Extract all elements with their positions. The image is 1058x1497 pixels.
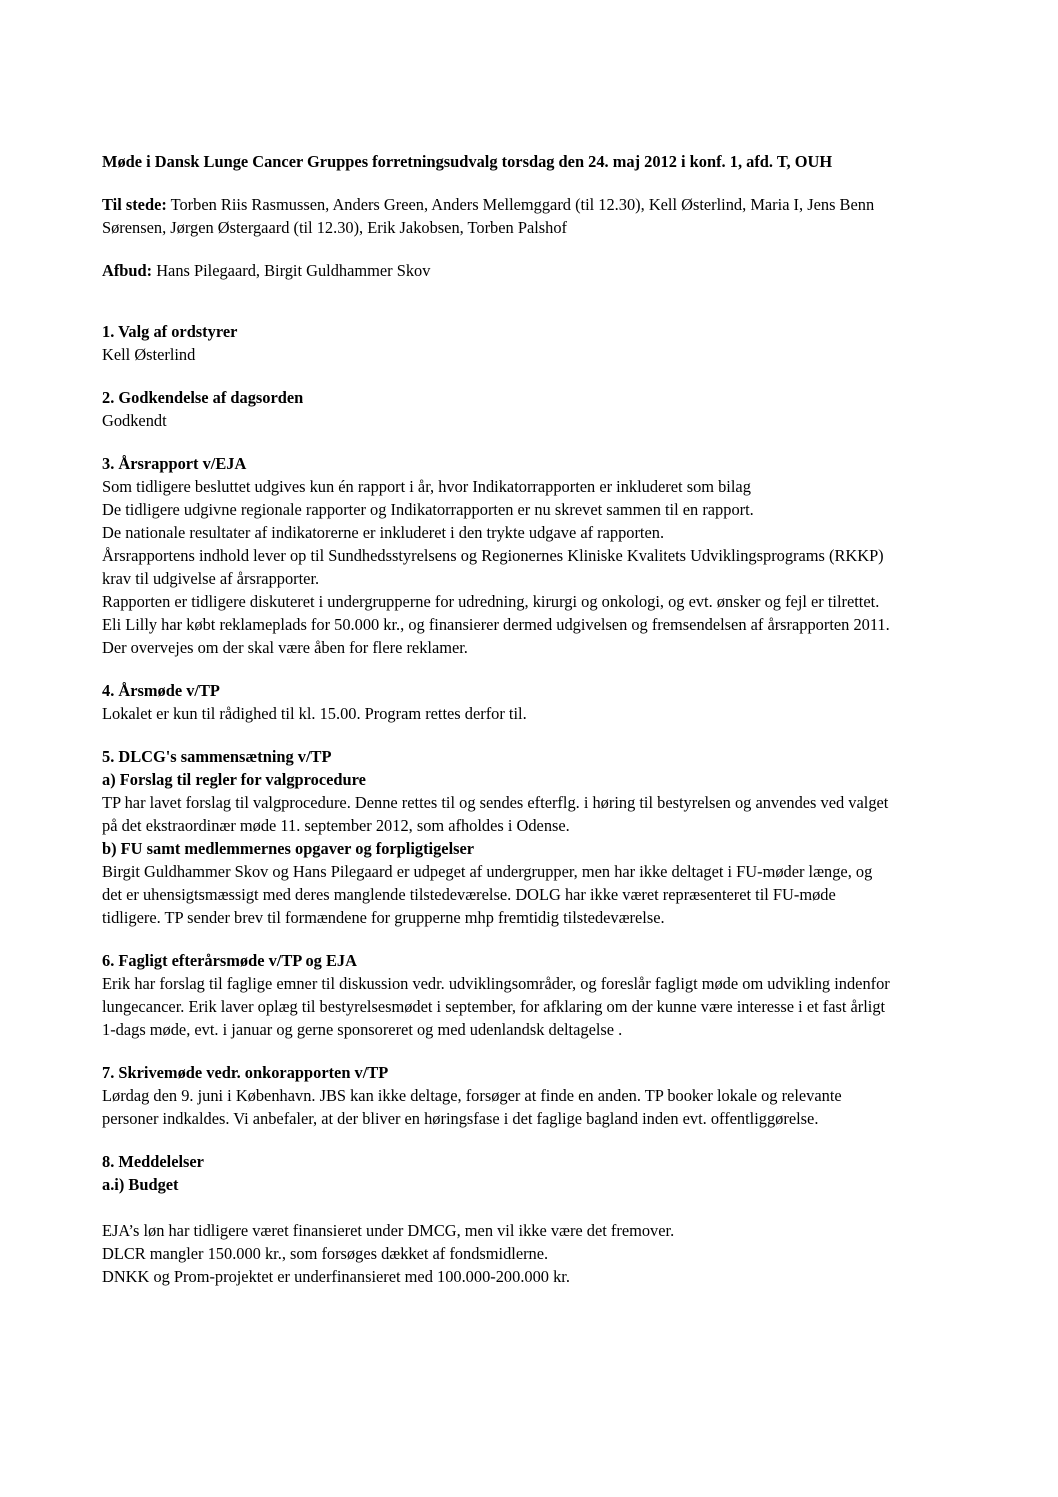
section-5b-line: tidligere. TP sender brev til formændene for grupperne mhp fremtidig tilstedeværelse.	[102, 908, 665, 927]
section-3-heading: 3. Årsrapport v/EJA	[102, 454, 247, 473]
section-2-heading: 2. Godkendelse af dagsorden	[102, 388, 304, 407]
section-2	[102, 386, 972, 432]
section-4-line: Lokalet er kun til rådighed til kl. 15.00. Program rettes derfor til.	[102, 704, 527, 723]
section-7-heading: 7. Skrivemøde vedr. onkorapporten v/TP	[102, 1063, 389, 1082]
section-5b-line: det er uhensigtsmæssigt med deres manglende tilstedeværelse. DOLG har ikke været repræsenteret til FU-møde	[102, 885, 836, 904]
section-3	[102, 452, 972, 659]
section-3-line: krav til udgivelse af årsrapporter.	[102, 569, 320, 588]
section-7-line: personer indkaldes. Vi anbefaler, at der bliver en høringsfase i det faglige bagland inden evt. offentliggørelse.	[102, 1109, 819, 1128]
section-4	[102, 679, 972, 725]
absent-label: Afbud:	[102, 261, 153, 280]
section-8-line: DLCR mangler 150.000 kr., som forsøges dækket af fondsmidlerne.	[102, 1244, 549, 1263]
section-3-line: Eli Lilly har købt reklameplads for 50.000 kr., og finansierer dermed udgivelsen og fremsendelsen af årsrapporten 2011.	[102, 615, 890, 634]
section-8-subheading: a.i) Budget	[102, 1175, 179, 1194]
section-6-line: Erik har forslag til faglige emner til diskussion vedr. udviklingsområder, og foreslår fagligt møde om udvikling indenfor	[102, 974, 890, 993]
section-5b-line: Birgit Guldhammer Skov og Hans Pilegaard er udpeget af undergrupper, men har ikke deltaget i FU-møder længe, og	[102, 862, 873, 881]
section-8-heading: 8. Meddelelser	[102, 1152, 204, 1171]
section-3-line: Årsrapportens indhold lever op til Sundhedsstyrelsens og Regionernes Kliniske Kvalitets Udviklingsprograms (RKKP)	[102, 546, 884, 565]
section-1-heading: 1. Valg af ordstyrer	[102, 322, 238, 341]
section-4-heading: 4. Årsmøde v/TP	[102, 681, 220, 700]
document-title: Møde i Dansk Lunge Cancer Gruppes forretningsudvalg torsdag den 24. maj 2012 i konf. 1, afd. T, OUH	[102, 152, 833, 171]
section-5	[102, 745, 972, 929]
section-7	[102, 1061, 972, 1130]
section-5-heading: 5. DLCG's sammensætning v/TP	[102, 747, 332, 766]
attendees-line-2: Sørensen, Jørgen Østergaard (til 12.30), Erik Jakobsen, Torben Palshof	[102, 218, 567, 237]
section-3-line: Der overvejes om der skal være åben for flere reklamer.	[102, 638, 468, 657]
section-8-line: EJA’s løn har tidligere været finansieret under DMCG, men vil ikke være det fremover.	[102, 1221, 675, 1240]
section-5a-subheading: a) Forslag til regler for valgprocedure	[102, 770, 366, 789]
attendees-label: Til stede:	[102, 195, 167, 214]
section-5a-line: på det ekstraordinær møde 11. september 2012, som afholdes i Odense.	[102, 816, 570, 835]
section-3-line: De nationale resultater af indikatorerne er inkluderet i den trykte udgave af rapporten.	[102, 523, 665, 542]
absent-names: Hans Pilegaard, Birgit Guldhammer Skov	[152, 261, 431, 280]
section-3-line: De tidligere udgivne regionale rapporter og Indikatorrapporten er nu skrevet sammen til en rapport.	[102, 500, 754, 519]
attendees-names-1: Torben Riis Rasmussen, Anders Green, Anders Mellemggard (til 12.30), Kell Østerlind, Maria I, Jens Benn	[166, 195, 875, 214]
section-7-line: Lørdag den 9. juni i København. JBS kan ikke deltage, forsøger at finde en anden. TP booker lokale og relevante	[102, 1086, 842, 1105]
section-5b-subheading: b) FU samt medlemmernes opgaver og forpligtigelser	[102, 839, 475, 858]
attendees-line-1	[102, 193, 972, 216]
section-6-heading: 6. Fagligt efterårsmøde v/TP og EJA	[102, 951, 357, 970]
document-page	[102, 150, 972, 1288]
attendees-paragraph	[102, 193, 972, 239]
section-3-line: Som tidligere besluttet udgives kun én rapport i år, hvor Indikatorrapporten er inkluderet som bilag	[102, 477, 751, 496]
section-1	[102, 320, 972, 366]
section-8	[102, 1150, 972, 1288]
section-6-line: 1-dags møde, evt. i januar og gerne sponsoreret og med udenlandsk deltagelse .	[102, 1020, 623, 1039]
section-3-line: Rapporten er tidligere diskuteret i undergrupperne for udredning, kirurgi og onkologi, og evt. ønsker og fejl er tilrettet.	[102, 592, 880, 611]
section-6-line: lungecancer. Erik laver oplæg til bestyrelsesmødet i september, for afklaring om der kunne være interesse i et fast årligt	[102, 997, 886, 1016]
section-5a-line: TP har lavet forslag til valgprocedure. Denne rettes til og sendes efterflg. i høring til bestyrelsen og anvendes ved valget	[102, 793, 889, 812]
blank-line	[102, 1196, 972, 1219]
section-6	[102, 949, 972, 1041]
section-1-line: Kell Østerlind	[102, 345, 196, 364]
section-8-line: DNKK og Prom-projektet er underfinansieret med 100.000-200.000 kr.	[102, 1267, 570, 1286]
section-2-line: Godkendt	[102, 411, 167, 430]
absent-paragraph	[102, 259, 972, 282]
